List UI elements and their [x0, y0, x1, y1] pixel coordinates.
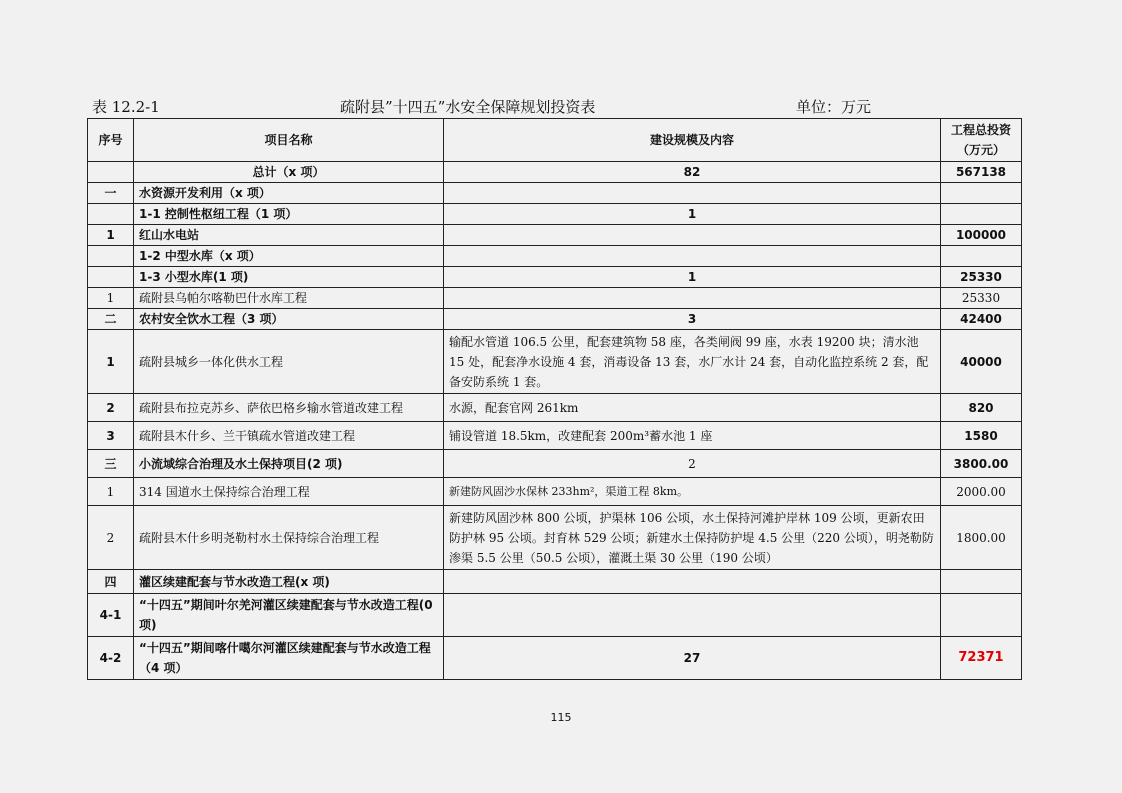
cell-invest: 100000: [941, 225, 1022, 246]
table-row: [88, 288, 1022, 309]
table-row: [88, 450, 1022, 478]
cell-name: 1-1 控制性枢纽工程（1 项）: [134, 204, 444, 225]
cell-scale: [444, 246, 941, 267]
table-row: [88, 394, 1022, 422]
cell-scale: 新建防风固沙林 800 公顷，护渠林 106 公顷，水土保持河滩护岸林 109 公顷，更新农田防护林 95 公顷。封育林 529 公顷；新建水土保持防护堤 4.5 公里（220 公顷），明尧勒防渗渠 5.5 公里（50.5 公顷），灌溉土渠 30 公里（190 公顷）: [444, 506, 941, 570]
col-header-seq: 序号: [88, 119, 134, 162]
col-header-scale: 建设规模及内容: [444, 119, 941, 162]
col-header-name: 项目名称: [134, 119, 444, 162]
cell-name: “十四五”期间喀什噶尔河灌区续建配套与节水改造工程（4 项）: [134, 637, 444, 680]
table-row: [88, 330, 1022, 394]
cell-seq: 3: [88, 422, 134, 450]
table-row: [88, 204, 1022, 225]
cell-seq: 一: [88, 183, 134, 204]
cell-seq: 2: [88, 394, 134, 422]
cell-invest: 1800.00: [941, 506, 1022, 570]
cell-invest: [941, 594, 1022, 637]
cell-invest: 42400: [941, 309, 1022, 330]
cell-scale: 水源，配套官网 261km: [444, 394, 941, 422]
cell-scale: 1: [444, 267, 941, 288]
cell-scale: [444, 183, 941, 204]
cell-name: 疏附县木什乡、兰干镇疏水管道改建工程: [134, 422, 444, 450]
cell-name: 疏附县乌帕尔喀勒巴什水库工程: [134, 288, 444, 309]
cell-scale: [444, 288, 941, 309]
cell-invest: [941, 204, 1022, 225]
cell-invest: [941, 570, 1022, 594]
table-unit: 单位：万元: [796, 98, 872, 116]
cell-name: 314 国道水土保持综合治理工程: [134, 478, 444, 506]
cell-seq: 三: [88, 450, 134, 478]
cell-scale: 27: [444, 637, 941, 680]
cell-invest: 40000: [941, 330, 1022, 394]
cell-scale: [444, 225, 941, 246]
cell-seq: 二: [88, 309, 134, 330]
table-row: [88, 183, 1022, 204]
cell-seq: 1: [88, 478, 134, 506]
table-caption: [92, 96, 1022, 118]
header-row: [88, 119, 1022, 162]
cell-seq: 1: [88, 330, 134, 394]
table-title: 疏附县”十四五”水安全保障规划投资表: [340, 98, 596, 116]
cell-invest: 25330: [941, 267, 1022, 288]
cell-name: 小流域综合治理及水土保持项目(2 项): [134, 450, 444, 478]
cell-scale: 82: [444, 162, 941, 183]
cell-invest: [941, 183, 1022, 204]
cell-scale: 1: [444, 204, 941, 225]
col-header-invest-line2: （万元）: [956, 143, 1005, 157]
cell-scale: 2: [444, 450, 941, 478]
cell-invest: 820: [941, 394, 1022, 422]
cell-seq: [88, 162, 134, 183]
cell-invest: 1580: [941, 422, 1022, 450]
cell-name: 1-2 中型水库（x 项）: [134, 246, 444, 267]
table-row: [88, 637, 1022, 680]
cell-seq: 1: [88, 288, 134, 309]
cell-seq: [88, 267, 134, 288]
cell-name: 农村安全饮水工程（3 项）: [134, 309, 444, 330]
cell-name: 1-3 小型水库(1 项): [134, 267, 444, 288]
cell-scale: 输配水管道 106.5 公里，配套建筑物 58 座，各类闸阀 99 座，水表 19200 块；清水池 15 处，配套净水设施 4 套，消毒设备 13 套，水厂水计 24 套，自动化监控系统 2 套，配备安防系统 1 套。: [444, 330, 941, 394]
cell-invest-highlight: 72371: [941, 637, 1022, 680]
cell-name: “十四五”期间叶尔羌河灌区续建配套与节水改造工程(0 项): [134, 594, 444, 637]
cell-seq: [88, 246, 134, 267]
col-header-invest: [941, 119, 1022, 162]
table-row: [88, 594, 1022, 637]
cell-name: 总计（x 项）: [134, 162, 444, 183]
cell-invest: 2000.00: [941, 478, 1022, 506]
cell-name: 疏附县布拉克苏乡、萨依巴格乡输水管道改建工程: [134, 394, 444, 422]
table-row: [88, 246, 1022, 267]
table-row: [88, 478, 1022, 506]
page-number: 115: [550, 711, 572, 724]
cell-name: 疏附县木什乡明尧勒村水土保持综合治理工程: [134, 506, 444, 570]
cell-invest: 3800.00: [941, 450, 1022, 478]
cell-scale: [444, 570, 941, 594]
cell-name: 水资源开发利用（x 项）: [134, 183, 444, 204]
cell-scale: 铺设管道 18.5km，改建配套 200m³蓄水池 1 座: [444, 422, 941, 450]
table-row: [88, 225, 1022, 246]
cell-scale: [444, 594, 941, 637]
cell-name: 灌区续建配套与节水改造工程(x 项): [134, 570, 444, 594]
table-row: [88, 162, 1022, 183]
cell-invest: 567138: [941, 162, 1022, 183]
cell-seq: 1: [88, 225, 134, 246]
table-row: [88, 267, 1022, 288]
cell-seq: [88, 204, 134, 225]
table-row: [88, 506, 1022, 570]
investment-table: [87, 118, 1022, 680]
table-row: [88, 570, 1022, 594]
cell-name: 疏附县城乡一体化供水工程: [134, 330, 444, 394]
table-row: [88, 309, 1022, 330]
table-row: [88, 422, 1022, 450]
cell-seq: 4-1: [88, 594, 134, 637]
cell-name: 红山水电站: [134, 225, 444, 246]
cell-invest: [941, 246, 1022, 267]
cell-seq: 2: [88, 506, 134, 570]
col-header-invest-line1: 工程总投资: [950, 123, 1011, 137]
cell-scale: 3: [444, 309, 941, 330]
cell-seq: 四: [88, 570, 134, 594]
cell-scale: 新建防风固沙水保林 233hm²，渠道工程 8km。: [444, 478, 941, 506]
cell-seq: 4-2: [88, 637, 134, 680]
cell-invest: 25330: [941, 288, 1022, 309]
table-code: 表 12.2-1: [92, 98, 160, 116]
